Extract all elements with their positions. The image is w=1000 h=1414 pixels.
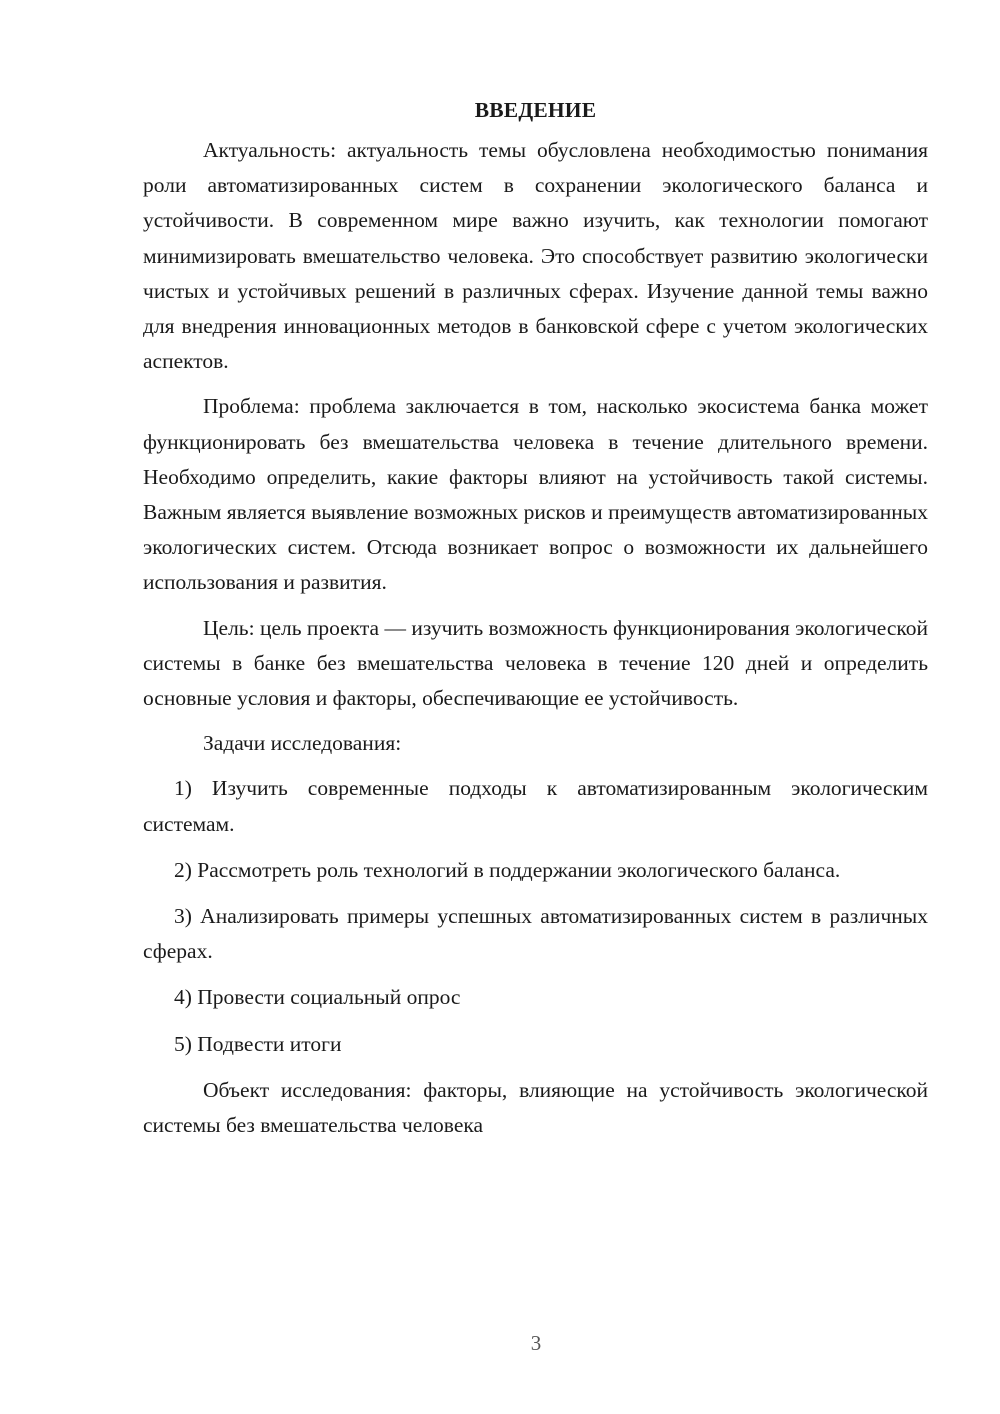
page-number: 3: [530, 1331, 542, 1355]
page-title: ВВЕДЕНИЕ: [474, 98, 597, 122]
task-item-3: 3) Анализировать примеры успешных автоматизированных систем в различных сферах.: [143, 904, 928, 964]
task-item-2: 2) Рассмотреть роль технологий в поддержании экологического баланса.: [174, 857, 841, 882]
problem-paragraph: Проблема: проблема заключается в том, насколько экосистема банка может функционировать без вмешательства человека в течение длительного времени. Необходимо определить, какие факторы влияют на устойчивость такой системы. Важным является выявление возможных рисков и преимуществ автоматизированных экологических систем. Отсюда возникает вопрос о возможности их дальнейшего использования и развития.: [143, 394, 928, 595]
relevance-paragraph: Актуальность: актуальность темы обусловлена необходимостью понимания роли автоматизированных систем в сохранении экологического баланса и устойчивости. В современном мире важно изучить, как технологии помогают минимизировать вмешательство человека. Это способствует развитию экологически чистых и устойчивых решений в различных сферах. Изучение данной темы важно для внедрения инновационных методов в банковской сфере с учетом экологических аспектов.: [143, 138, 928, 374]
tasks-heading: Задачи исследования:: [203, 731, 402, 756]
task-item-1: 1) Изучить современные подходы к автоматизированным экологическим системам.: [143, 776, 928, 836]
page-content: [143, 92, 928, 1153]
object-paragraph: Объект исследования: факторы, влияющие на устойчивость экологической системы без вмешательства человека: [143, 1077, 928, 1138]
task-item-4: 4) Провести социальный опрос: [174, 985, 461, 1010]
task-item-5: 5) Подвести итоги: [174, 1031, 342, 1056]
goal-paragraph: Цель: цель проекта — изучить возможность функционирования экологической системы в банке без вмешательства человека в течение 120 дней и определить основные условия и факторы, обеспечивающие ее устойчивость.: [143, 615, 929, 711]
tasks-list: [143, 771, 928, 1061]
